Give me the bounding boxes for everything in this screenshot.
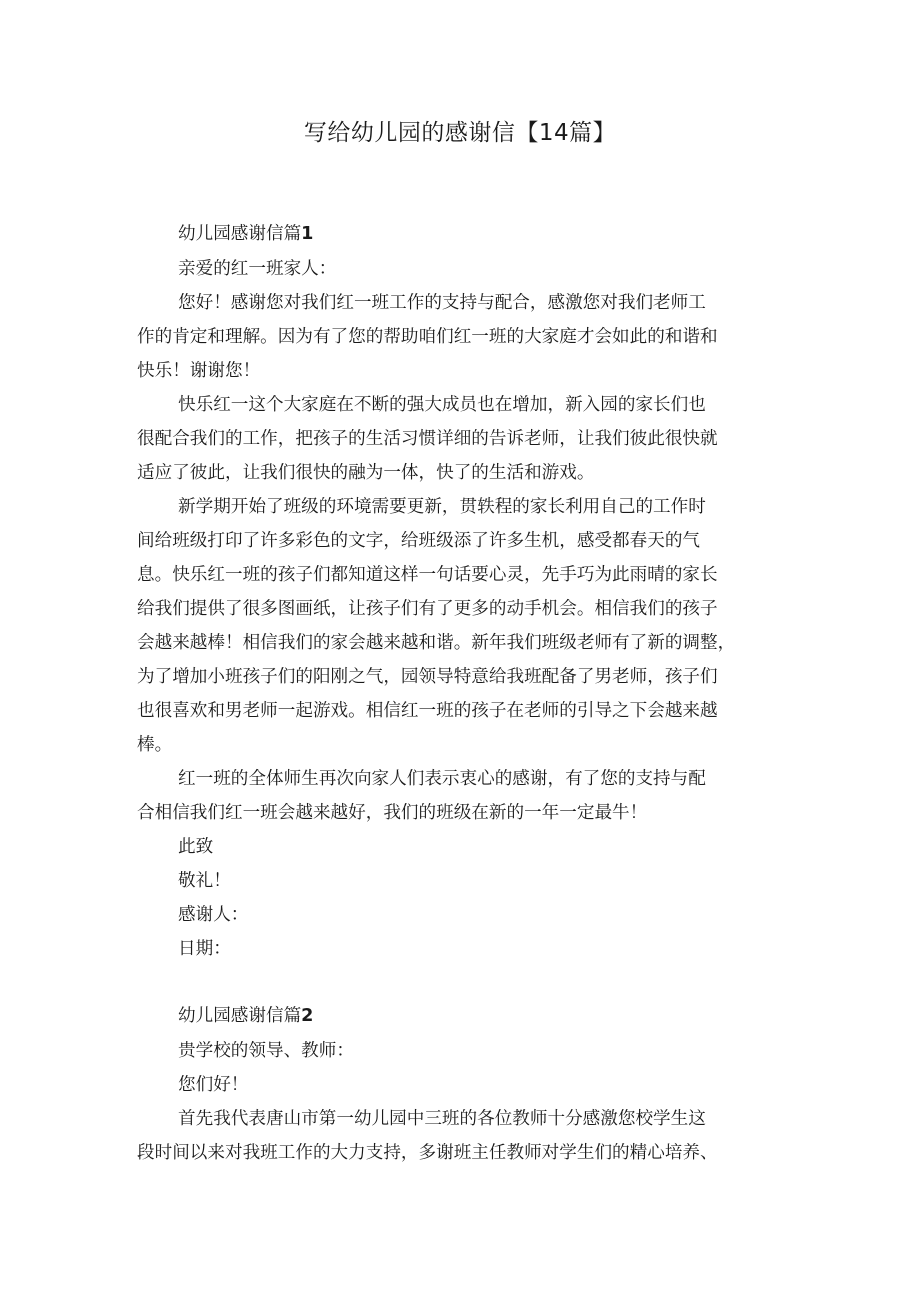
paragraph-line: 为了增加小班孩子们的阳刚之气，园领导特意给我班配备了男老师，孩子们: [137, 667, 718, 687]
paragraph-line: 快乐！谢谢您！: [137, 361, 261, 381]
section-heading-number: 2: [301, 1006, 314, 1026]
paragraph-line: 很配合我们的工作，把孩子的生活习惯详细的告诉老师，让我们彼此很快就: [137, 429, 718, 449]
date-line: 日期：: [178, 939, 231, 959]
paragraph-line: 也很喜欢和男老师一起游戏。相信红一班的孩子在老师的引导之下会越来越: [137, 701, 718, 721]
section-heading-text: 幼儿园感谢信篇: [178, 224, 302, 244]
closing-line-1: 此致: [178, 837, 214, 857]
paragraph-line: 息。快乐红一班的孩子们都知道这样一句话要心灵，先手巧为此雨晴的家长: [137, 565, 718, 585]
paragraph-line: 作的肯定和理解。因为有了您的帮助咱们红一班的大家庭才会如此的和谐和: [137, 327, 718, 347]
section-heading: [178, 222, 313, 246]
paragraph-line: 红一班的全体师生再次向家人们表示衷心的感谢，有了您的支持与配: [178, 769, 706, 789]
paragraph-line: 给我们提供了很多图画纸，让孩子们有了更多的动手机会。相信我们的孩子: [137, 599, 718, 619]
paragraph-line: 棒。: [137, 735, 173, 755]
paragraph-line: 适应了彼此，让我们很快的融为一体，快了的生活和游戏。: [137, 463, 595, 483]
section-heading-text: 幼儿园感谢信篇: [178, 1006, 302, 1026]
paragraph-line: 会越来越棒！相信我们的家会越来越和谐。新年我们班级老师有了新的调整，: [137, 633, 736, 653]
paragraph-line: 您好！感谢您对我们红一班工作的支持与配合，感激您对我们老师工: [178, 293, 706, 313]
section-heading-number: 1: [301, 224, 314, 244]
paragraph-line: 段时间以来对我班工作的大力支持，多谢班主任教师对学生们的精心培养、: [137, 1143, 718, 1163]
closing-line-2: 敬礼！: [178, 871, 231, 891]
document-title: 写给幼儿园的感谢信【14篇】: [303, 120, 617, 146]
section-heading: [178, 1004, 313, 1028]
paragraph-line: 间给班级打印了许多彩色的文字，给班级添了许多生机，感受都春天的气: [137, 531, 701, 551]
paragraph-line: 快乐红一这个大家庭在不断的强大成员也在增加，新入园的家长们也: [178, 395, 706, 415]
paragraph-line: 首先我代表唐山市第一幼儿园中三班的各位教师十分感激您校学生这: [178, 1109, 706, 1129]
salutation: 亲爱的红一班家人：: [178, 259, 337, 279]
salutation: 贵学校的领导、教师：: [178, 1041, 354, 1061]
signer-line: 感谢人：: [178, 905, 249, 925]
paragraph-line: 新学期开始了班级的环境需要更新，贯轶程的家长利用自己的工作时: [178, 497, 706, 517]
greeting-line: 您们好！: [178, 1075, 249, 1095]
paragraph-line: 合相信我们红一班会越来越好，我们的班级在新的一年一定最牛！: [137, 803, 648, 823]
